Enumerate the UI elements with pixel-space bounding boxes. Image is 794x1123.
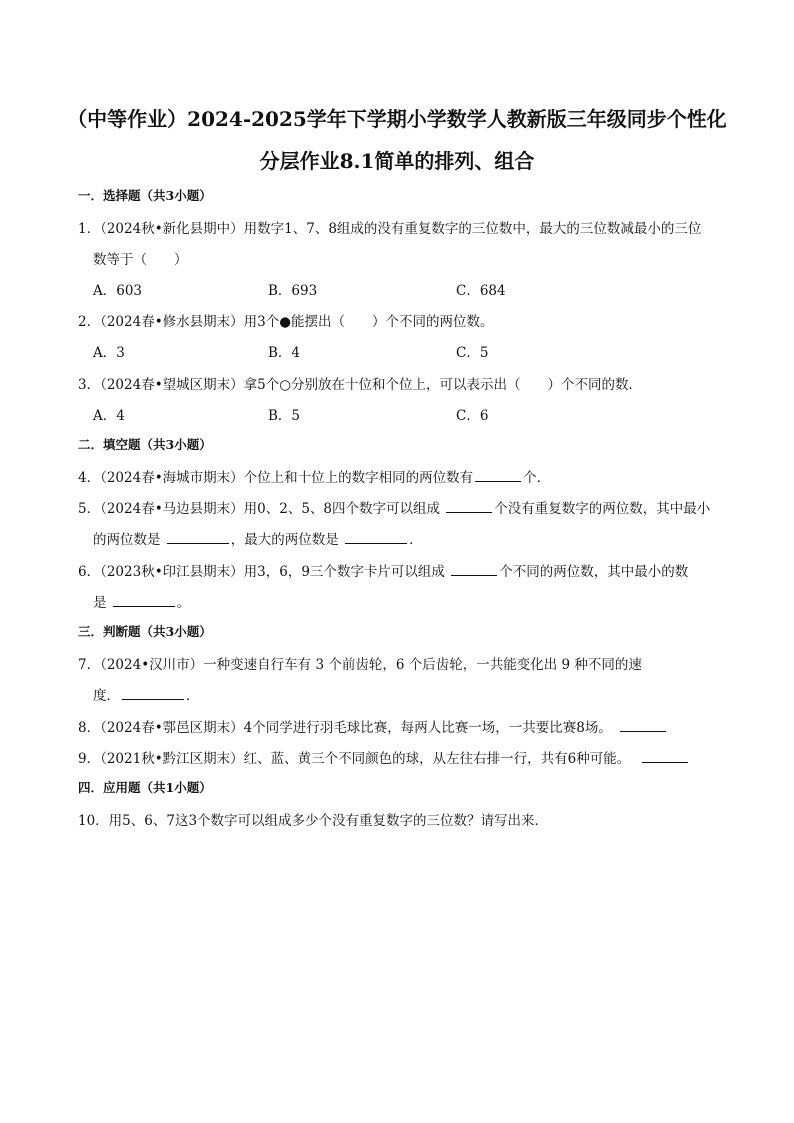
q6-stem-line1 <box>78 560 728 580</box>
q5-text-b: 个没有重复数字的两位数，其中最小 <box>494 501 711 517</box>
q5-blank-min[interactable] <box>167 531 229 544</box>
q7-stem-line1: 7．（2024•汉川市）一种变速自行车有 3 个前齿轮，6 个后齿轮，一共能变化出 9 种不同的速 <box>78 657 642 673</box>
q9-judge-blank[interactable] <box>642 750 688 763</box>
q6-blank-count[interactable] <box>451 563 497 576</box>
q5-stem-line1 <box>78 497 728 517</box>
q7-stem-line2 <box>93 684 743 704</box>
section-choice-heading: 一．选择题（共3小题） <box>78 188 212 203</box>
q7-judge-blank[interactable] <box>122 687 184 700</box>
q2-option-a: A．3 <box>93 345 125 361</box>
q5-stem-line2 <box>93 528 743 548</box>
q2-option-b: B．4 <box>268 345 301 361</box>
section-application-heading: 四．应用题（共1小题） <box>78 780 212 795</box>
q5-text-c: 的两位数是 <box>93 532 165 548</box>
q6-blank-min[interactable] <box>113 594 175 607</box>
q10-stem: 10．用5、6、7这3个数字可以组成多少个没有重复数字的三位数？请写出来． <box>78 813 549 829</box>
q5-blank-max[interactable] <box>345 531 407 544</box>
q6-stem-line2 <box>93 591 743 611</box>
q4-stem <box>78 466 728 486</box>
q4-text: 4．（2024春•海城市期末）个位上和十位上的数字相同的两位数有 <box>78 470 474 486</box>
q1-stem-line2: 数等于（ ） <box>93 252 188 268</box>
q1-option-c: C．684 <box>456 283 506 299</box>
q2-stem: 2．（2024春•修水县期末）用3个●能摆出（ ）个不同的两位数。 <box>78 314 494 330</box>
q8-text: 8．（2024春•鄠邑区期末）4个同学进行羽毛球比赛，每两人比赛一场，一共要比赛8场。 <box>78 720 612 736</box>
q5-text-e: ． <box>409 532 423 548</box>
q4-answer-blank[interactable] <box>475 469 521 482</box>
q6-text-c: 是 <box>93 595 111 611</box>
q3-stem: 3．（2024春•望城区期末）拿5个○分别放在十位和个位上，可以表示出（ ）个不同的数． <box>78 377 643 393</box>
q6-text-b: 个不同的两位数，其中最小的数 <box>499 564 689 580</box>
q2-option-c: C．5 <box>456 345 489 361</box>
q5-text-a: 5．（2024春•马边县期末）用0、2、5、8四个数字可以组成 <box>78 501 445 517</box>
q9-text: 9．（2021秋•黔江区期末）红、蓝、黄三个不同颜色的球，从左往右排一行，共有6种可能。 <box>78 751 631 767</box>
q9-stem <box>78 747 728 767</box>
q3-option-c: C．6 <box>456 408 489 424</box>
q7-text-c: ． <box>186 688 200 704</box>
section-judge-heading: 三．判断题（共3小题） <box>78 624 212 639</box>
q5-blank-count[interactable] <box>446 500 492 513</box>
q1-option-a: A．603 <box>93 283 143 299</box>
title-line-1: （中等作业）2024-2025学年下学期小学数学人教新版三年级同步个性化 <box>67 107 727 131</box>
q1-option-b: B．693 <box>268 283 318 299</box>
section-fill-heading: 二．填空题（共3小题） <box>78 437 212 452</box>
q5-text-d: ，最大的两位数是 <box>230 532 344 548</box>
q6-text-a: 6．（2023秋•印江县期末）用3，6，9三个数字卡片可以组成 <box>78 564 450 580</box>
q7-text-b: 度． <box>93 688 120 704</box>
q3-option-a: A．4 <box>93 408 125 424</box>
q8-judge-blank[interactable] <box>620 719 666 732</box>
q8-stem <box>78 716 728 736</box>
title-line-2: 分层作业8.1简单的排列、组合 <box>259 149 535 173</box>
q6-text-d: 。 <box>176 595 191 611</box>
q1-stem-line1: 1．（2024秋•新化县期中）用数字1、7、8组成的没有重复数字的三位数中，最大的三位数减最小的三位 <box>78 221 702 237</box>
q4-text-end: 个． <box>523 470 551 486</box>
q3-option-b: B．5 <box>268 408 301 424</box>
